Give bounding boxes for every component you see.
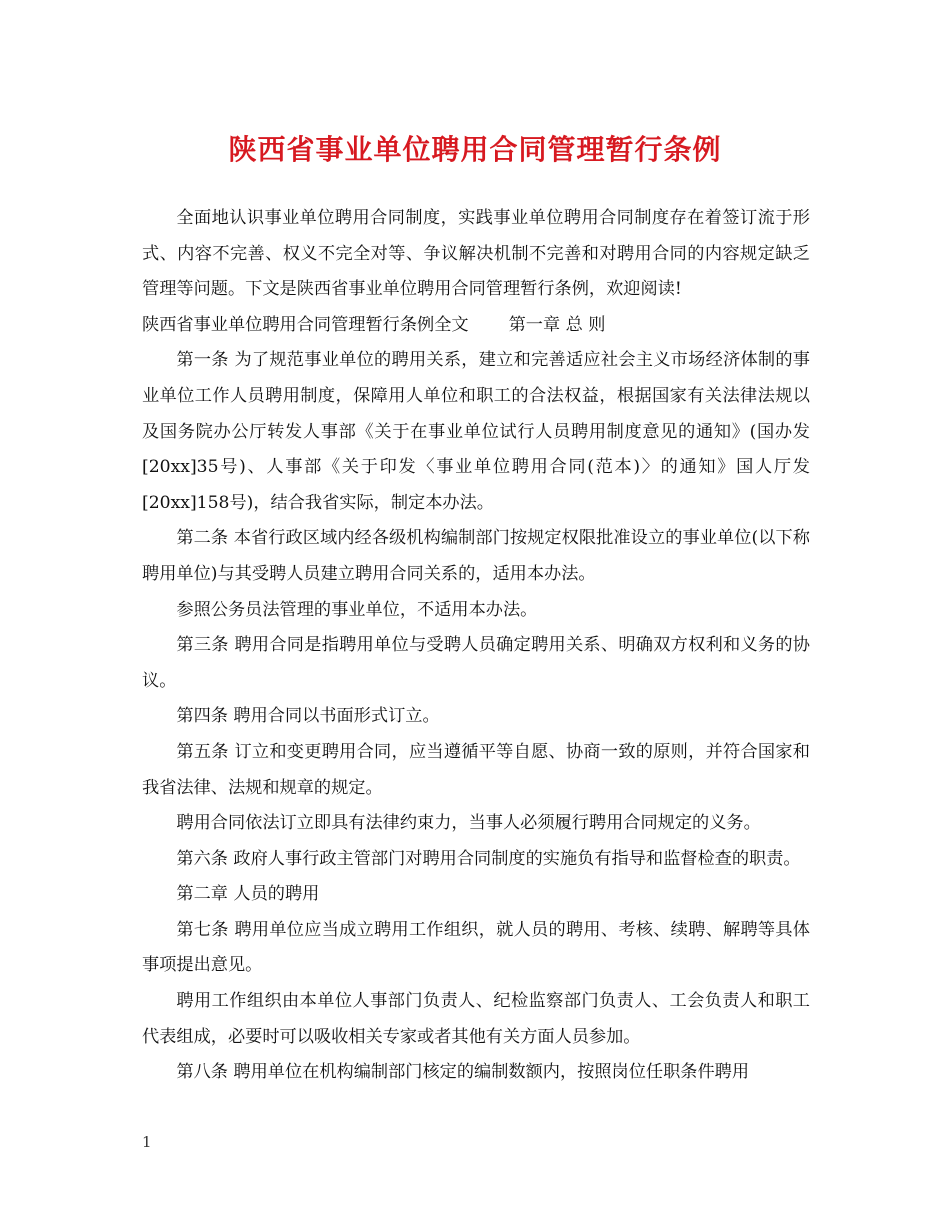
article-paragraph: 第四条 聘用合同以书面形式订立。 — [176, 706, 440, 727]
article-paragraph: 第二条 本省行政区域内经各级机构编制部门按规定权限批准设立的事业单位(以下称聘用单位)与其受聘人员建立聘用合同关系的，适用本办法。 — [142, 528, 810, 584]
intro-paragraph: 全面地认识事业单位聘用合同制度，实践事业单位聘用合同制度存在着签订流于形式、内容不完善、权义不完全对等、争议解决机制不完善和对聘用合同的内容规定缺乏管理等问题。下文是陕西省事业单位聘用合同管理暂行条例，欢迎阅读! — [142, 208, 810, 300]
fulltext-label-line — [142, 308, 810, 344]
chapter-heading: 第一章 总 则 — [508, 314, 606, 335]
article-paragraph: 第三条 聘用合同是指聘用单位与受聘人员确定聘用关系、明确双方权利和义务的协议。 — [142, 635, 810, 691]
article-paragraph: 第六条 政府人事行政主管部门对聘用合同制度的实施负有指导和监督检查的职责。 — [176, 848, 801, 869]
chapter-heading: 第二章 人员的聘用 — [176, 884, 320, 905]
article-paragraph: 第八条 聘用单位在机构编制部门核定的编制数额内，按照岗位任职条件聘用 — [176, 1062, 750, 1083]
article-paragraph: 参照公务员法管理的事业单位，不适用本办法。 — [176, 599, 538, 620]
page-number: 1 — [142, 1133, 152, 1151]
article-paragraph: 第七条 聘用单位应当成立聘用工作组织，就人员的聘用、考核、续聘、解聘等具体事项提出意见。 — [142, 919, 810, 976]
document-body — [142, 201, 810, 1091]
article-paragraph: 聘用工作组织由本单位人事部门负责人、纪检监察部门负责人、工会负责人和职工代表组成，必要时可以吸收相关专家或者其他有关方面人员参加。 — [142, 991, 810, 1047]
fulltext-label: 陕西省事业单位聘用合同管理暂行条例全文 — [142, 314, 469, 335]
article-paragraph: 第一条 为了规范事业单位的聘用关系，建立和完善适应社会主义市场经济体制的事业单位工作人员聘用制度，保障用人单位和职工的合法权益，根据国家有关法律法规以及国务院办公厅转发人事部《关于在事业单位试行人员聘用制度意见的通知》(国办发[20xx]35号)、人事部《关于印发〈事业单位聘用合同(范本)〉的通知》国人厅发[20xx]158号)，结合我省实际，制定本办法。 — [142, 350, 810, 513]
article-paragraph: 聘用合同依法订立即具有法律约束力，当事人必须履行聘用合同规定的义务。 — [176, 813, 761, 834]
article-paragraph: 第五条 订立和变更聘用合同，应当遵循平等自愿、协商一致的原则，并符合国家和我省法律、法规和规章的规定。 — [142, 741, 810, 798]
document-title: 陕西省事业单位聘用合同管理暂行条例 — [228, 133, 722, 166]
